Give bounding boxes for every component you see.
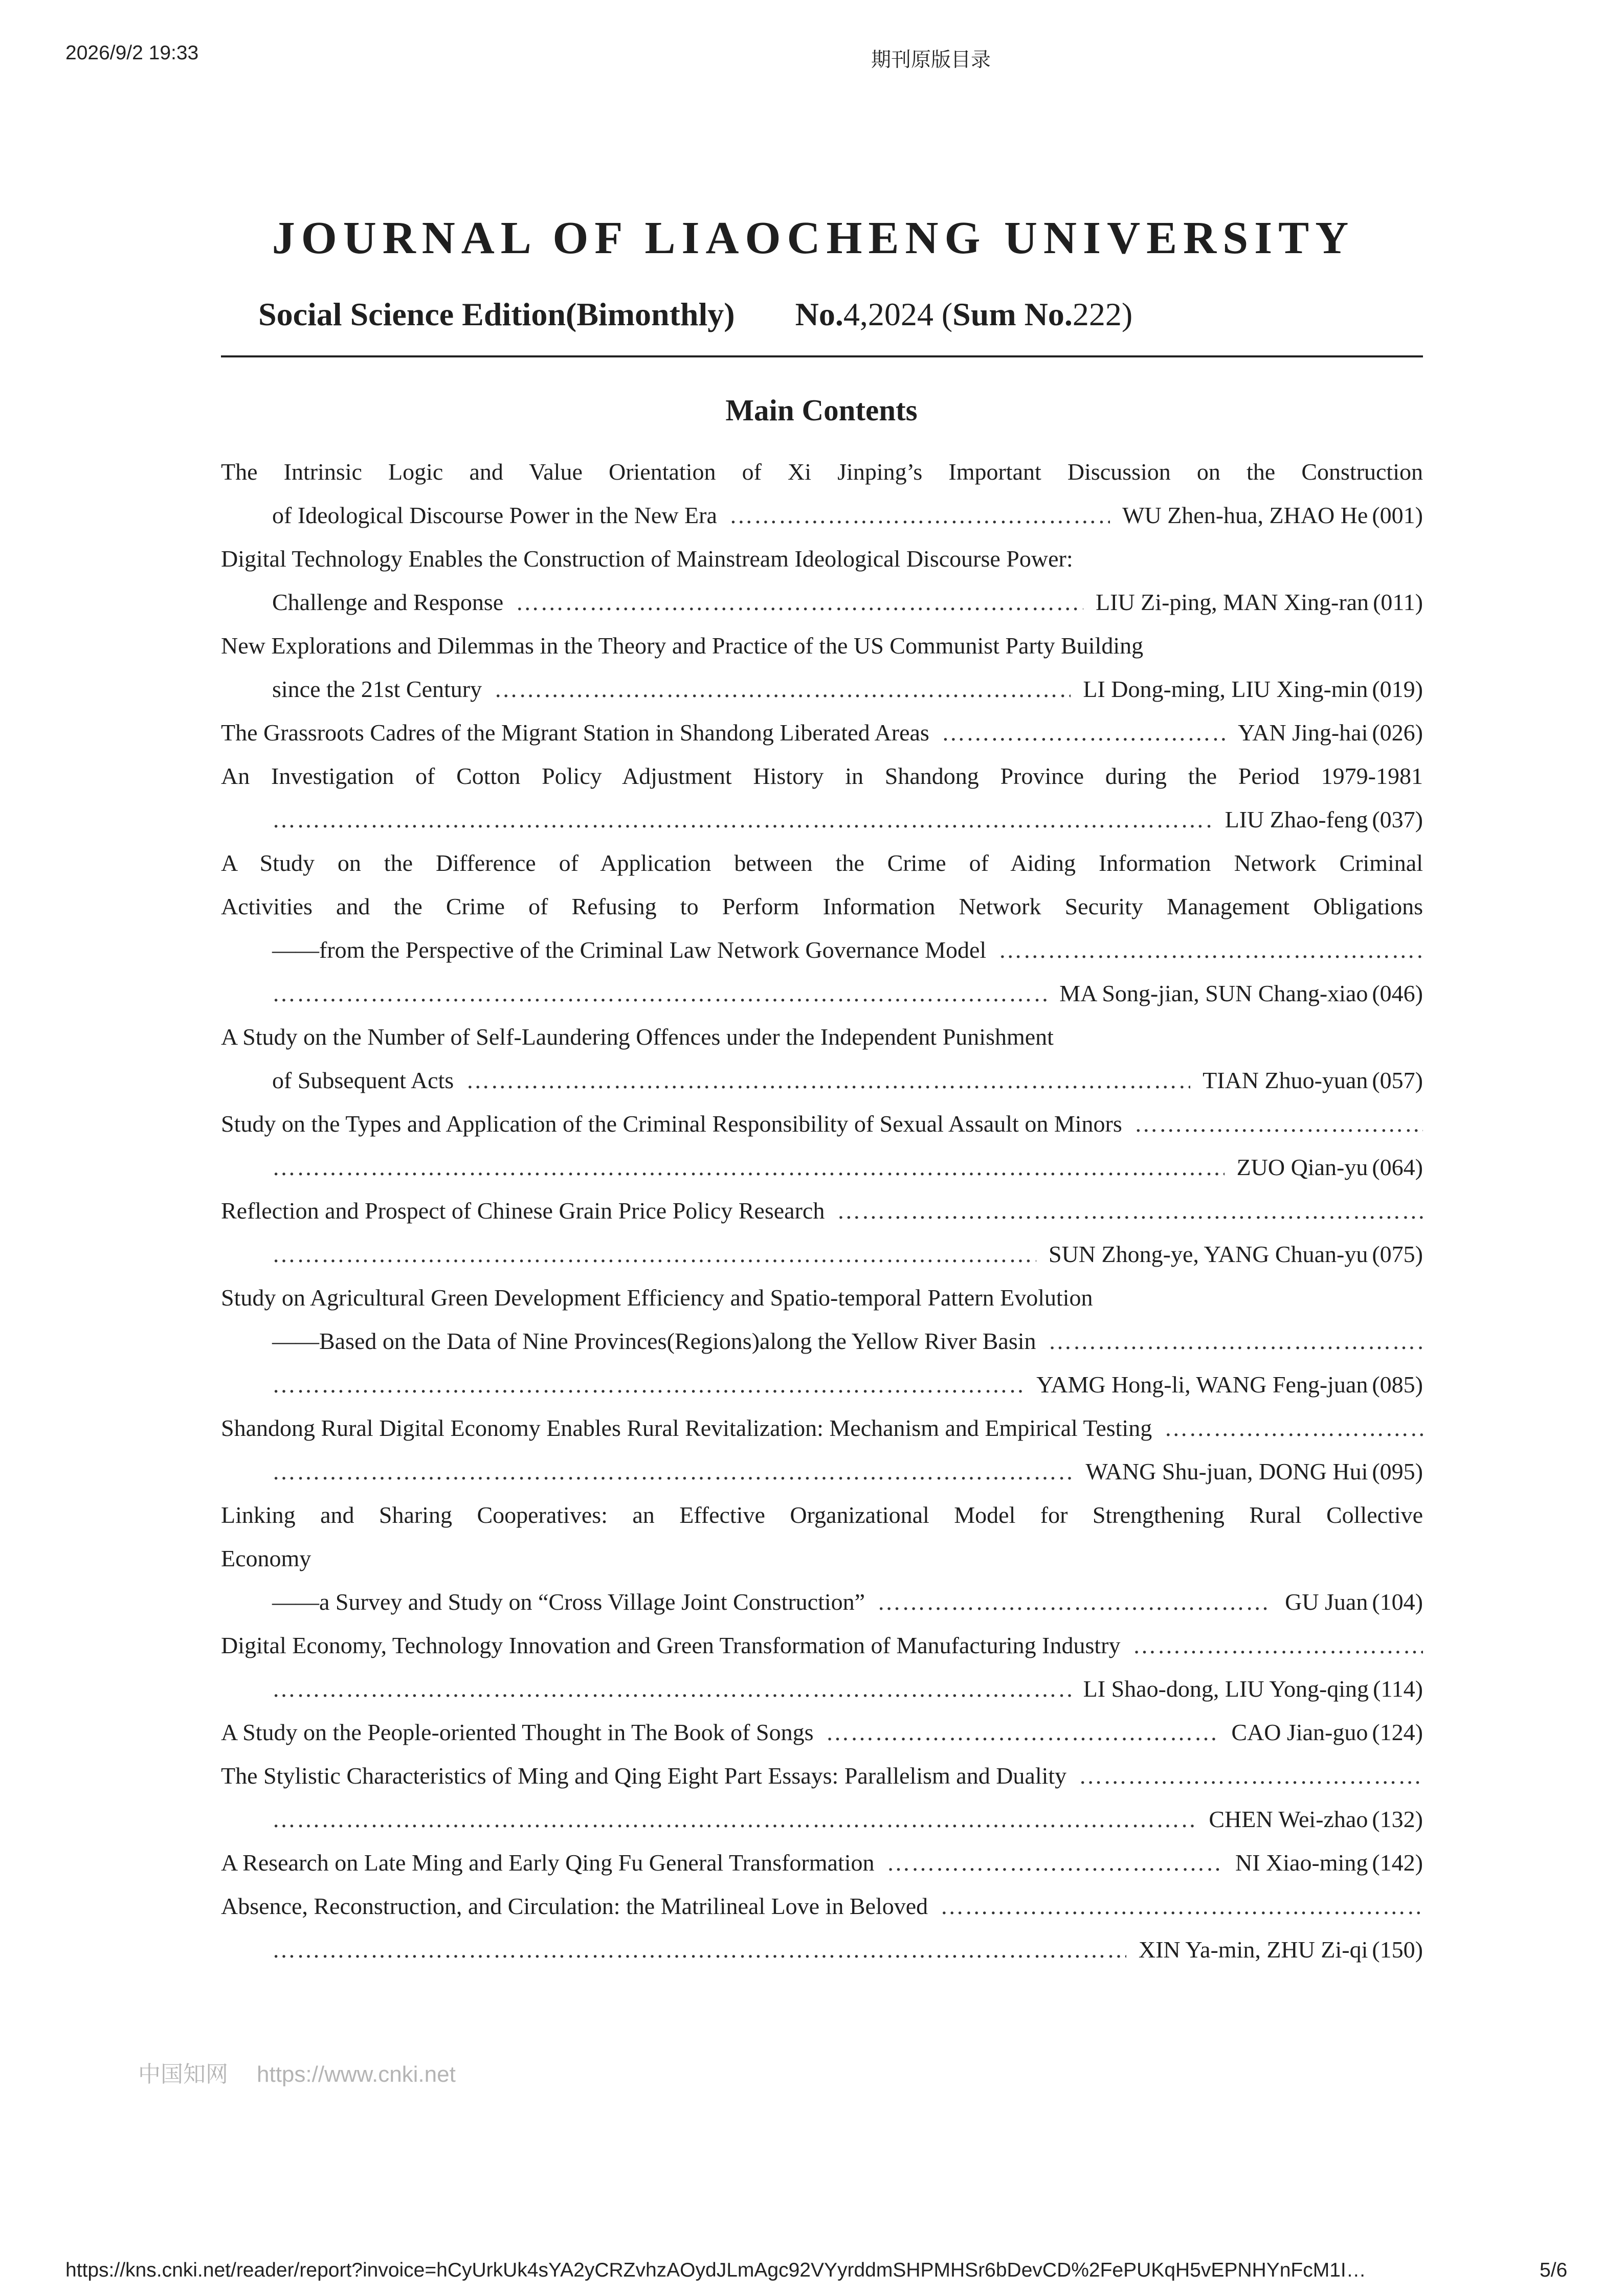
toc-authors: XIN Ya-min, ZHU Zi-qi: [1138, 1937, 1368, 1963]
sum-close: ): [1121, 296, 1133, 332]
toc-page: (095): [1372, 1458, 1423, 1484]
toc-title-line: Shandong Rural Digital Economy Enables Rural Revitalization: Mechanism and Empirical Testing: [221, 1415, 1152, 1441]
dot-leader: [516, 580, 1083, 624]
toc-page: (124): [1372, 1719, 1423, 1745]
toc-authors: YAMG Hong-li, WANG Feng-juan: [1036, 1371, 1368, 1398]
toc-authors: SUN Zhong-ye, YANG Chuan-yu: [1049, 1241, 1368, 1267]
toc-entry[interactable]: [221, 450, 1423, 537]
toc-title-line: ——a Survey and Study on “Cross Village Joint Construction”: [272, 1589, 865, 1615]
toc-title-line: The Intrinsic Logic and Value Orientation of Xi Jinping’s Important Discussion on the Construction: [221, 459, 1423, 485]
toc-page: (046): [1372, 980, 1423, 1006]
toc-entry[interactable]: [221, 1624, 1423, 1710]
dot-leader: [494, 667, 1071, 711]
toc-authors: MA Song-jian, SUN Chang-xiao: [1059, 980, 1368, 1006]
toc-entry[interactable]: [221, 711, 1423, 754]
dot-leader: [272, 1928, 1126, 1971]
dot-leader: [729, 493, 1110, 537]
toc-title-line: Economy: [221, 1545, 312, 1571]
toc-page: (064): [1372, 1154, 1423, 1180]
toc-title-line: Digital Economy, Technology Innovation and Green Transformation of Manufacturing Industry: [221, 1632, 1121, 1658]
toc-authors: ZUO Qian-yu: [1236, 1154, 1368, 1180]
toc-title-line: Study on Agricultural Green Development Efficiency and Spatio-temporal Pattern Evolution: [221, 1285, 1093, 1311]
toc-title-line: Activities and the Crime of Refusing to Perform Information Network Security Management Obligations: [221, 893, 1423, 919]
toc-authors: LI Dong-ming, LIU Xing-min: [1083, 676, 1368, 702]
sum-number: 222: [1072, 296, 1122, 332]
toc-entry[interactable]: [221, 1754, 1423, 1841]
toc-title-line: Absence, Reconstruction, and Circulation: the Matrilineal Love in Beloved: [221, 1893, 928, 1919]
toc-entry[interactable]: [221, 1189, 1423, 1276]
dot-leader: [998, 928, 1423, 972]
toc-entry[interactable]: [221, 1406, 1423, 1493]
dot-leader: [466, 1059, 1190, 1102]
toc-title-line: Reflection and Prospect of Chinese Grain Price Policy Research: [221, 1198, 825, 1224]
toc-page: (132): [1372, 1806, 1423, 1832]
sum-label: Sum No.: [952, 296, 1073, 332]
toc-authors: LI Shao-dong, LIU Yong-qing: [1083, 1676, 1369, 1702]
toc-entry[interactable]: [221, 537, 1423, 624]
toc-title-line: since the 21st Century: [272, 676, 482, 702]
toc-page: (104): [1372, 1589, 1423, 1615]
dot-leader: [942, 711, 1226, 754]
table-of-contents: [221, 450, 1423, 1971]
toc-title-line: The Grassroots Cadres of the Migrant Station in Shandong Liberated Areas: [221, 719, 929, 746]
dot-leader: [877, 1580, 1273, 1624]
edition-label: Social Science Edition(Bimonthly): [258, 296, 735, 332]
dot-leader: [272, 1797, 1196, 1841]
toc-entry[interactable]: [221, 1884, 1423, 1971]
dot-leader: [272, 798, 1213, 841]
toc-title-line: Challenge and Response: [272, 589, 504, 615]
toc-authors: WANG Shu-juan, DONG Hui: [1085, 1458, 1368, 1484]
cnki-url: https://www.cnki.net: [257, 2062, 456, 2087]
toc-title-line: New Explorations and Dilemmas in the Theory and Practice of the US Communist Party Building: [221, 633, 1144, 659]
issue-year: ,2024: [859, 296, 933, 332]
toc-authors: GU Juan: [1285, 1589, 1368, 1615]
dot-leader: [837, 1189, 1423, 1232]
toc-title-line: of Subsequent Acts: [272, 1067, 454, 1093]
dot-leader: [826, 1710, 1219, 1754]
cnki-watermark: [138, 2056, 456, 2088]
toc-title-line: A Research on Late Ming and Early Qing Fu General Transformation: [221, 1850, 875, 1876]
print-url: https://kns.cnki.net/reader/report?invoice=hCyUrkUk4sYA2yCRZvhzAOydJLmAgc92VYyrddmSHPMHSr6bDevCD%2FePUKqH5vEPNHYnFcM1I…: [65, 2259, 1366, 2281]
dot-leader: [1164, 1406, 1423, 1450]
header-rule: [221, 355, 1423, 357]
toc-title-line: ——from the Perspective of the Criminal Law Network Governance Model: [272, 937, 987, 963]
dot-leader: [272, 1145, 1225, 1189]
toc-entry[interactable]: [221, 754, 1423, 841]
toc-authors: YAN Jing-hai: [1238, 719, 1368, 746]
toc-authors: CAO Jian-guo: [1231, 1719, 1368, 1745]
toc-page: (142): [1372, 1850, 1423, 1876]
toc-entry[interactable]: [221, 1841, 1423, 1884]
dot-leader: [887, 1841, 1223, 1884]
dot-leader: [272, 1667, 1071, 1710]
toc-authors: CHEN Wei-zhao: [1209, 1806, 1368, 1832]
toc-entry[interactable]: [221, 1276, 1423, 1406]
toc-authors: WU Zhen-hua, ZHAO He: [1122, 502, 1368, 528]
dot-leader: [1134, 1102, 1423, 1145]
toc-title-line: Study on the Types and Application of the Criminal Responsibility of Sexual Assault on Minors: [221, 1111, 1122, 1137]
journal-edition-line: [258, 296, 1132, 333]
issue-number: 4: [843, 296, 860, 332]
toc-entry[interactable]: [221, 841, 1423, 1015]
toc-page: (026): [1372, 719, 1423, 746]
toc-page: (019): [1372, 676, 1423, 702]
dot-leader: [272, 1232, 1036, 1276]
toc-page: (037): [1372, 806, 1423, 832]
toc-authors: TIAN Zhuo-yuan: [1203, 1067, 1368, 1093]
toc-title-line: Digital Technology Enables the Construction of Mainstream Ideological Discourse Power:: [221, 546, 1073, 572]
toc-authors: LIU Zi-ping, MAN Xing-ran: [1096, 589, 1369, 615]
toc-title-line: Linking and Sharing Cooperatives: an Effective Organizational Model for Strengthening Rural Collective: [221, 1502, 1423, 1528]
toc-page: (085): [1372, 1371, 1423, 1398]
toc-page: (001): [1372, 502, 1423, 528]
toc-entry[interactable]: [221, 1102, 1423, 1189]
print-page-title: 期刊原版目录: [871, 49, 991, 71]
toc-title-line: An Investigation of Cotton Policy Adjustment History in Shandong Province during the Period 1979-1981: [221, 763, 1423, 789]
dot-leader: [272, 1363, 1024, 1406]
journal-title: JOURNAL OF LIAOCHENG UNIVERSITY: [272, 213, 1355, 263]
toc-page: (057): [1372, 1067, 1423, 1093]
toc-page: (150): [1372, 1937, 1423, 1963]
dot-leader: [1079, 1754, 1423, 1797]
toc-entry[interactable]: [221, 1710, 1423, 1754]
toc-authors: LIU Zhao-feng: [1225, 806, 1368, 832]
toc-entry[interactable]: [221, 624, 1423, 711]
sum-open: (: [941, 296, 953, 332]
cnki-logo-text: 中国知网: [138, 2061, 228, 2087]
toc-title-line: ——Based on the Data of Nine Provinces(Regions)along the Yellow River Basin: [272, 1328, 1036, 1354]
toc-page: (114): [1373, 1676, 1423, 1702]
print-datetime: 2026/9/2 19:33: [65, 42, 199, 64]
toc-page: (075): [1372, 1241, 1423, 1267]
dot-leader: [1133, 1624, 1423, 1667]
print-page-indicator: 5/6: [1540, 2259, 1568, 2281]
dot-leader: [272, 972, 1047, 1015]
main-contents-heading: Main Contents: [725, 393, 918, 427]
toc-title-line: of Ideological Discourse Power in the New Era: [272, 502, 717, 528]
toc-title-line: A Study on the People-oriented Thought in The Book of Songs: [221, 1719, 814, 1745]
toc-entry[interactable]: [221, 1015, 1423, 1102]
toc-authors: NI Xiao-ming: [1235, 1850, 1368, 1876]
toc-page: (011): [1373, 589, 1423, 615]
toc-title-line: A Study on the Number of Self-Laundering Offences under the Independent Punishment: [221, 1024, 1054, 1050]
toc-title-line: A Study on the Difference of Application between the Crime of Aiding Information Network Criminal: [221, 850, 1423, 876]
issue-prefix: No.: [795, 296, 843, 332]
toc-title-line: The Stylistic Characteristics of Ming and Qing Eight Part Essays: Parallelism and Duality: [221, 1763, 1067, 1789]
dot-leader: [940, 1884, 1423, 1928]
toc-entry[interactable]: [221, 1493, 1423, 1624]
dot-leader: [272, 1450, 1073, 1493]
dot-leader: [1049, 1319, 1423, 1363]
